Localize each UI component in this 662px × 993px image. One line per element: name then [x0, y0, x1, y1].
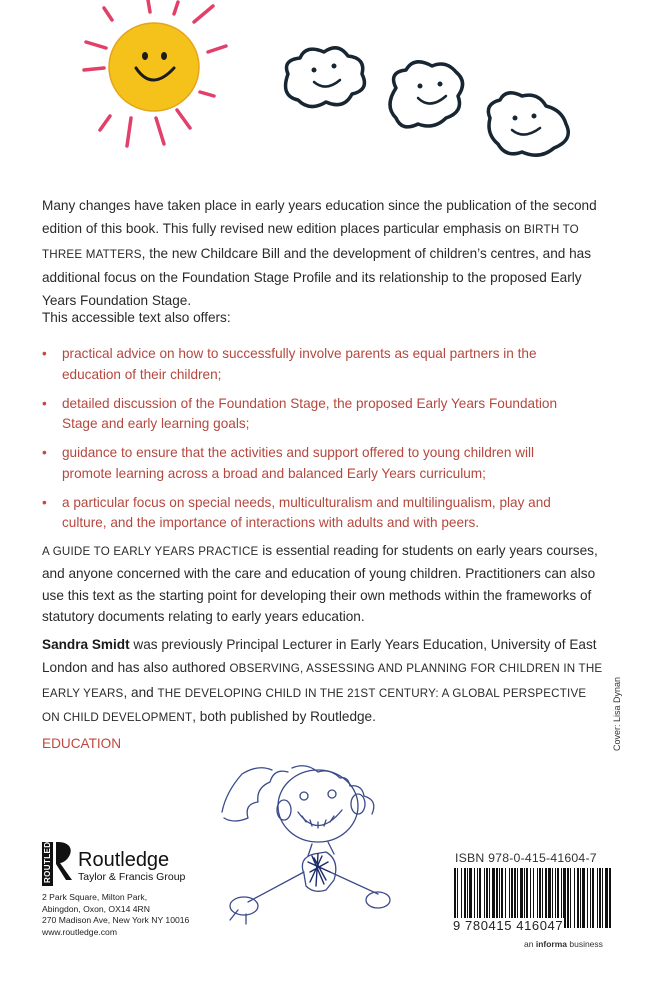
- routledge-wordmark: Routledge: [78, 849, 170, 871]
- cloud-illustration: [286, 48, 569, 155]
- sun-and-clouds-drawing: [0, 0, 662, 190]
- child-drawing-illustration: [218, 762, 394, 927]
- address-line: 2 Park Square, Milton Park,: [42, 892, 148, 902]
- barcode-bar: [602, 868, 603, 928]
- bullet-mark: •: [42, 445, 47, 460]
- barcode-bar: [580, 868, 581, 928]
- address-line: 270 Madison Ave, New York NY 10016: [42, 915, 190, 925]
- address-line: Abingdon, Oxon, OX14 4RN: [42, 903, 150, 914]
- routledge-vertical-wordmark: ROUTLEDGE: [43, 838, 52, 883]
- barcode-bar: [599, 868, 601, 928]
- features-list: [42, 344, 562, 542]
- author-book-developing-child: THE DEVELOPING CHILD IN THE 21ST CENTURY: A GLOBAL PERSPECTIVE ON CHILD DEVELOPMENT: [42, 686, 587, 724]
- barcode-bar: [570, 868, 571, 928]
- barcode-bar: [609, 868, 611, 928]
- bullet-mark: •: [42, 395, 47, 411]
- author-bio: [42, 633, 607, 729]
- barcode-bar: [582, 868, 585, 928]
- author-text-c: , both published by Routledge.: [192, 708, 376, 724]
- informa-business-tag: [524, 939, 603, 949]
- intro-title-birth-to-three: BIRTH TO THREE MATTERS: [42, 223, 579, 261]
- feature-text: guidance to ensure that the activities and support offered to young children will promote learning across a broad and balanced Early Years curriculum;: [62, 445, 535, 481]
- cover-credit-text: Cover: Lisa Dynan: [612, 676, 622, 751]
- barcode-bar: [577, 868, 579, 928]
- guide-text: is essential reading for students on early years courses, and anyone concerned with the care and education of young children. Practitioners can also use this text as the starting point for developing their own methods within the frameworks of statutory documents relating to early years education.: [42, 543, 598, 625]
- barcode-bar: [592, 868, 594, 928]
- feature-text: detailed discussion of the Foundation Stage, the proposed Early Years Foundation Stage and early learning goals;: [62, 395, 558, 431]
- barcode-digits: 9 780415 416047: [453, 918, 564, 933]
- address-line: www.routledge.com: [42, 926, 117, 937]
- bullet-mark: •: [42, 494, 47, 510]
- intro-text-a: Many changes have taken place in early years education since the publication of the second edition of this book. This fully revised new edition places particular emphasis on: [42, 198, 597, 237]
- guide-book-title: A GUIDE TO EARLY YEARS PRACTICE: [42, 545, 259, 558]
- routledge-logo: [38, 838, 208, 893]
- guide-paragraph: [42, 540, 607, 628]
- informa-prefix: an: [524, 939, 536, 949]
- taylor-francis-wordmark: Taylor & Francis Group: [78, 871, 186, 883]
- feature-text: practical advice on how to successfully involve parents as equal partners in the education of their children;: [62, 346, 537, 382]
- author-name: Sandra Smidt: [42, 637, 130, 652]
- feature-text: a particular focus on special needs, multiculturalism and multilingualism, play and culture, and the importance of interactions with adults and with peers.: [62, 494, 551, 530]
- barcode-bar: [590, 868, 591, 928]
- category-label: EDUCATION: [42, 736, 122, 751]
- barcode-bar: [574, 868, 575, 928]
- author-text-a: was previously Principal Lecturer in Early Years Education, University of East London and has also authored: [42, 637, 597, 676]
- barcode-bar: [587, 868, 588, 928]
- informa-suffix: business: [567, 939, 603, 949]
- publisher-address: [42, 892, 189, 938]
- informa-brand: informa: [535, 939, 567, 949]
- feature-item-curriculum: [42, 443, 562, 484]
- cover-credit: [604, 673, 628, 753]
- feature-item-foundation-stage: [42, 394, 562, 435]
- feature-item-special-needs: [42, 493, 562, 534]
- author-book-observing: OBSERVING, ASSESSING AND PLANNING FOR CHILDREN IN THE EARLY YEARS: [42, 662, 603, 700]
- feature-item-parents: [42, 344, 562, 385]
- offers-intro: This accessible text also offers:: [42, 310, 231, 325]
- bullet-mark: •: [42, 346, 47, 361]
- intro-paragraph: [42, 194, 602, 312]
- author-text-b: , and: [123, 684, 158, 700]
- barcode-bar: [567, 868, 569, 928]
- barcode-bar: [605, 868, 608, 928]
- barcode-bar: [597, 868, 598, 928]
- routledge-logo-mark: [38, 838, 208, 888]
- sun-illustration: [84, 0, 226, 146]
- isbn-label: ISBN 978-0-415-41604-7: [455, 851, 597, 865]
- intro-text-b: , the new Childcare Bill and the development of children’s centres, and has additional focus on the Foundation Stage Profile and its relationship to the proposed Early Years Foundation Stage.: [42, 245, 592, 309]
